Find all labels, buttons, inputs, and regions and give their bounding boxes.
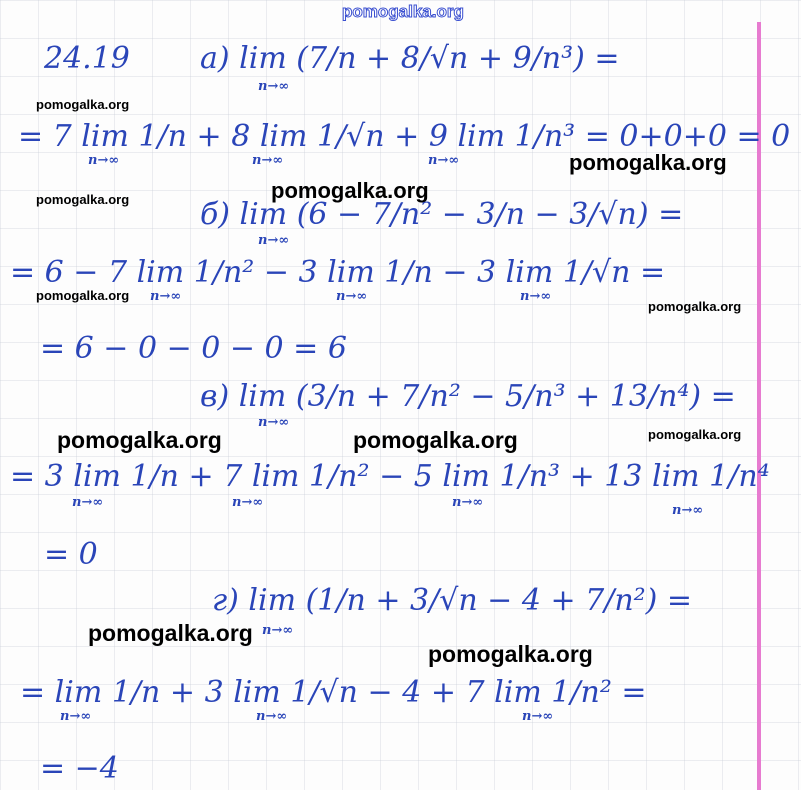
line-g-task: г) lim (1/n + 3/√n − 4 + 7/n²) = [212, 583, 693, 618]
line-g-result: = −4 [40, 751, 119, 786]
line-v-result: = 0 [44, 537, 98, 572]
lim-subscript: n→∞ [60, 709, 92, 724]
watermark: pomogalka.org [36, 288, 130, 303]
line-a-solution: = 7 lim 1/n + 8 lim 1/√n + 9 lim 1/n³ = 0+0+0 = 0 [18, 119, 791, 154]
line-v-task: в) lim (3/n + 7/n² − 5/n³ + 13/n⁴) = [200, 379, 736, 414]
lim-subscript: n→∞ [88, 153, 120, 168]
watermark: pomogalka.org [428, 641, 593, 667]
lim-subscript: n→∞ [262, 623, 294, 638]
watermark: pomogalka.org [353, 427, 518, 453]
watermark: pomogalka.org [271, 178, 429, 203]
lim-subscript: n→∞ [232, 495, 264, 510]
lim-subscript: n→∞ [150, 289, 182, 304]
problem-number: 24.19 [44, 41, 130, 76]
lim-subscript: n→∞ [428, 153, 460, 168]
lim-subscript: n→∞ [452, 495, 484, 510]
lim-subscript: n→∞ [336, 289, 368, 304]
line-b-result: = 6 − 0 − 0 − 0 = 6 [40, 331, 347, 366]
watermark: pomogalka.org [36, 192, 130, 207]
lim-subscript: n→∞ [258, 79, 290, 94]
watermark: pomogalka.org [648, 427, 742, 442]
line-b-task: б) lim (6 − 7/n² − 3/n − 3/√n) = [200, 197, 684, 232]
watermark: pomogalka.org [569, 150, 727, 175]
line-g-solution: = lim 1/n + 3 lim 1/√n − 4 + 7 lim 1/n² = [20, 675, 647, 710]
lim-subscript: n→∞ [522, 709, 554, 724]
line-a-task: a) lim (7/n + 8/√n + 9/n³) = [200, 41, 620, 76]
line-v-solution: = 3 lim 1/n + 7 lim 1/n² − 5 lim 1/n³ + 13 lim 1/n⁴ [10, 459, 770, 494]
lim-subscript: n→∞ [520, 289, 552, 304]
lim-subscript: n→∞ [256, 709, 288, 724]
lim-subscript: n→∞ [672, 503, 704, 518]
lim-subscript: n→∞ [258, 233, 290, 248]
watermark: pomogalka.org [88, 620, 253, 646]
watermark: pomogalka.org [648, 299, 742, 314]
lim-subscript: n→∞ [72, 495, 104, 510]
lim-subscript: n→∞ [258, 415, 290, 430]
line-b-solution: = 6 − 7 lim 1/n² − 3 lim 1/n − 3 lim 1/√n = [10, 255, 666, 290]
lim-subscript: n→∞ [252, 153, 284, 168]
watermark-top: pomogalka.org [342, 2, 464, 21]
watermark: pomogalka.org [36, 97, 130, 112]
watermark: pomogalka.org [57, 427, 222, 453]
